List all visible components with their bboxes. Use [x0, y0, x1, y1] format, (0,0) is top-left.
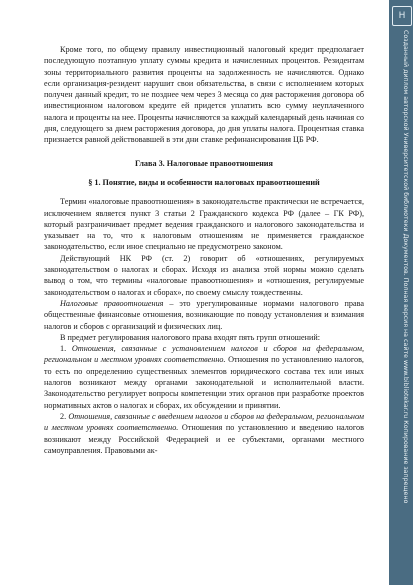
- list-number: 1.: [60, 344, 72, 354]
- list-item: [44, 411, 364, 456]
- paragraph: Действующий НК РФ (ст. 2) говорит об «отношениях, регулируемых законодательством о налогах и сборах. Исходя из анализа этой нормы можно сделать вывод о том, что термины «налоговые правоотношения» и «отношения, регулируемые законодательством о налогах и сборах», по своему смыслу тождественны.: [44, 253, 364, 297]
- chapter-title: Глава 3. Налоговые правоотношения: [135, 158, 273, 168]
- list-item-text: Отношения по установлению налогов, то есть по определению существенных элементов юридического состава тех или иных налогов возникают между органами законодательной и исполнительной власти. Законодательство регулирует вопросы компетенции этих органов при разработке проектов нормативных актов о налогах и сборах, их обсуждении и принятии.: [44, 355, 364, 410]
- list-item-text: Отношения по установлению и введению налогов возникают между Российской Федерацией и ее субъектами, органами местного самоуправления. Правовыми ак-: [44, 423, 364, 455]
- definition-term: Налоговые правоотношения: [60, 298, 164, 308]
- list-number: 2.: [60, 411, 69, 421]
- paragraph: Кроме того, по общему правилу инвестиционный налоговый кредит предполагает последующую поэтапную уплату суммы кредита и начисленных процентов. Резидентам зоны территориального развития проценты на задолженность не начисляются. Однако если организация-резидент нарушит свои обязательства, в связи с исполнением которых получен данный кредит, то не позднее чем через 3 месяца со дня расторжения договора об инвестиционном налоговом кредите ей придется уплатить всю сумму неуплаченного налога и проценты на нее. Проценты начисляются за каждый календарный день начиная со дня, следующего за днем расторжения договора, до дня уплаты налога. Процентная ставка признается равной действовавшей в эти дни ставке рефинансирования ЦБ РФ.: [44, 45, 364, 145]
- document-body: [44, 44, 364, 456]
- list-item-heading: Отношения, связанные с введением налогов и сборов на федеральном, региональном и местном уровнях соответственно.: [44, 411, 364, 433]
- section-title: § 1. Понятие, виды и особенности налоговых правоотношений: [88, 177, 320, 187]
- library-logo-icon: Н: [392, 6, 412, 26]
- watermark-text: Созданный диплом авторской Университетской библиотеки Документов. Полная версия на сайте www.bibliotekar.ru Копирование запрещено: [402, 30, 409, 504]
- list-item-heading: Отношения, связанные с установлением налогов и сборов на федеральном, региональном и местном уровнях соответственно.: [44, 344, 364, 365]
- list-item: [44, 343, 364, 411]
- definition-text: – это урегулированные нормами налогового права общественные финансовые отношения, возникающие по поводу установления и взимания налогов и сборов с организаций и физических лиц.: [44, 298, 364, 331]
- paragraph: В предмет регулирования налогового права входят пять групп отношений:: [60, 332, 321, 342]
- definition-paragraph: [44, 298, 364, 332]
- watermark-sidebar: [389, 0, 413, 585]
- paragraph: Термин «налоговые правоотношения» в законодательстве практически не встречается, исключением является пункт 3 статьи 2 Гражданского кодекса РФ (далее – ГК РФ), который разграничивает предмет ведения гражданского и налогового законодательства и указывает на то, что к налоговым отношениям не применяется гражданское законодательство, если иное специально не предусмотрено законом.: [44, 197, 364, 252]
